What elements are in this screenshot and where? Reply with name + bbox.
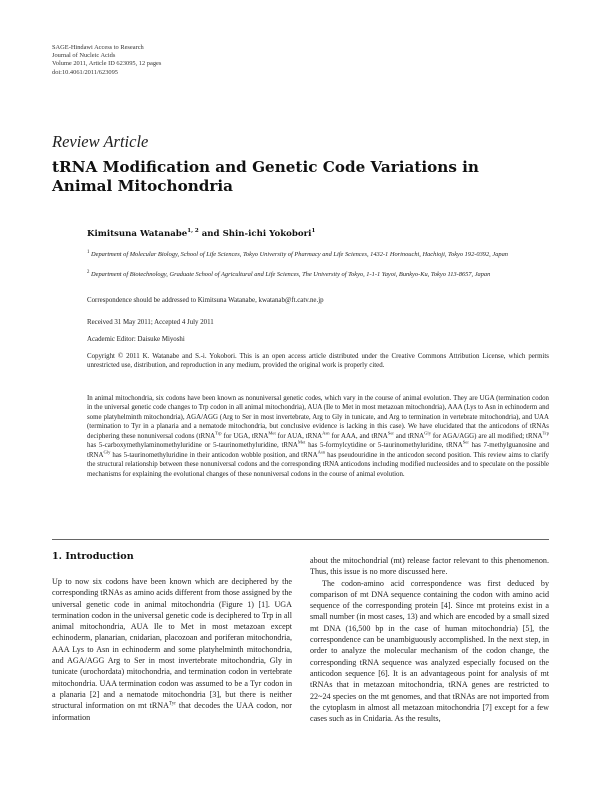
author-joiner: and: [198, 228, 223, 239]
journal-header: [52, 44, 161, 77]
affiliation-text: Department of Biotechnology, Graduate School of Agricultural and Life Sciences, The University of Tokyo, 1-1-1 Yayoi, Bunkyo-Ku, Tokyo 113-8657, Japan: [91, 271, 491, 279]
received-dates: Received 31 May 2011; Accepted 4 July 2011: [87, 319, 214, 326]
affiliation-2: [87, 269, 549, 280]
abstract: [87, 394, 549, 479]
section-heading: 1. Introduction: [52, 551, 134, 562]
body-paragraph: about the mitochondrial (mt) release factor relevant to this phenomenon. Thus, this issue is no more discussed here.: [310, 556, 549, 577]
academic-editor: Academic Editor: Daisuke Miyoshi: [87, 336, 185, 343]
journal-publisher: SAGE-Hindawi Access to Research: [52, 44, 144, 51]
abstract-text: has 5-carboxymethylaminomethyluridine or 5-taurinomethyluridine, tRNA: [87, 442, 298, 450]
page-title: [52, 158, 522, 195]
trna-superscript: Ser: [462, 439, 469, 445]
journal-name: Journal of Nucleic Acids: [52, 52, 116, 60]
abstract-text: has pseudouridine in the anticodon second position. This review aims to clarify the structural relationship between these nonuniversal codons and the corresponding tRNA anticodons including modified nucleosides and to speculate on the possible mechanisms for explaining the evolutional changes of these nonuniversal codons in the course of animal evolution.: [87, 451, 549, 478]
title-line-1: tRNA Modification and Genetic Code Variations in: [52, 158, 479, 176]
author-affil-sup: 1: [311, 228, 316, 234]
body-paragraph: The codon-amino acid correspondence was first deduced by comparison of mt DNA sequence containing the codon with amino acid sequence of the corresponding protein [4]. Since mt proteins exist in a small number (in most cases, 13) and which are encoded by a small sized mt DNA (16,500 bp in the case of human mitochondria) [5], the correspondence can be unambiguously accomplished. In the next step, in order to analyze the molecular mechanism of the codon change, the corresponding tRNA sequence was analyzed especially focused on the anticodon sequence [6]. It is an advantageous point for analysis of mt tRNAs that in metazoan mitochondria, tRNA genes are restricted to 22~24 species on the mt genomes, and that tRNAs are not imported from the cytoplasm in almost all metazoan mitochondria [7] except for a few cases such as in Cnidaria. As the results,: [310, 578, 549, 724]
abstract-text: and tRNA: [393, 432, 425, 440]
abstract-text: has 7-methylguanosine and tRNA: [87, 442, 549, 459]
trna-superscript: Trp: [542, 430, 550, 436]
affiliation-number: 1: [87, 250, 90, 255]
body-text: Up to now six codons have been known which are deciphered by the corresponding tRNAs as amino acids different from those assigned by the universal genetic code in animal mitochondria (Figure 1) [1]. UGA termination codon in the universal genetic code is deciphered to Trp in all animal mitochondria, AUA Ile to Met in most metazoan except echinoderm, planarian, cnidarian, placozoan and poriferan mitochondria, AAA Lys to Asn in echinoderm and some platyhelminth mitochondria, and AGA/AGG Arg to Ser in most invertebrate mitochondria, Gly in tunicate (urochordata) mitochondria, and termination codon in vertebrate mitochondria. UAA termination codon was assumed to be a Tyr codon in a planaria [2] and a nematode mitochondria [3], but there is neither structural information on mt tRNA: [52, 577, 292, 711]
copyright-notice: Copyright © 2011 K. Watanabe and S.-i. Yokobori. This is an open access article distributed under the Creative Commons Attribution License, which permits unrestricted use, distribution, and reproduction in any medium, provided the original work is properly cited.: [87, 353, 549, 370]
section-divider: [52, 539, 549, 540]
affiliation-1: [87, 249, 549, 260]
body-column-right: [310, 555, 549, 724]
abstract-text: for AAA, and tRNA: [329, 432, 388, 440]
author-affil-sup: 1, 2: [187, 228, 199, 234]
trna-superscript: Asn: [317, 449, 326, 455]
author-name: Shin-ichi Yokobori: [222, 228, 312, 239]
trna-superscript: Asn: [322, 430, 330, 436]
trna-superscript: Tyr: [168, 701, 176, 707]
trna-superscript: Met: [268, 430, 276, 436]
title-line-2: Animal Mitochondria: [52, 176, 233, 195]
trna-superscript: Gly: [424, 430, 431, 436]
article-type: Review Article: [52, 132, 149, 151]
abstract-text: for AGA/AGG) are all modified; tRNA: [430, 432, 543, 440]
abstract-text: has 5-formylcytidine or 5-taurinomethyluridine, tRNA: [305, 442, 463, 450]
trna-superscript: Met: [297, 439, 306, 445]
author-name: Kimitsuna Watanabe: [87, 228, 188, 239]
body-column-left: [52, 576, 292, 723]
trna-superscript: Gly: [103, 449, 111, 455]
abstract-text: has 5-taurinomethyluridine in their anticodon wobble position, and tRNA: [110, 451, 318, 459]
abstract-text: for AUA, tRNA: [275, 432, 323, 440]
body-paragraph: [52, 576, 292, 723]
body-text: that decodes the UAA codon, nor information: [52, 701, 292, 722]
trna-superscript: Trp: [215, 430, 222, 436]
abstract-text: for UGA, tRNA: [221, 432, 269, 440]
doi[interactable]: doi:10.4061/2011/623095: [52, 68, 118, 76]
correspondence: Correspondence should be addressed to Kimitsuna Watanabe, kwatanab@ft.catv.ne.jp: [87, 297, 324, 304]
volume-info: Volume 2011, Article ID 623095, 12 pages: [52, 60, 162, 68]
affiliation-text: Department of Molecular Biology, School of Life Sciences, Tokyo University of Pharmacy and Life Sciences, 1432-1 Horinouchi, Hachioji, Tokyo 192-0392, Japan: [91, 251, 508, 259]
trna-superscript: Ser: [387, 430, 394, 436]
affiliation-number: 2: [87, 270, 90, 275]
abstract-text: In animal mitochondria, six codons have been known as nonuniversal genetic codes, which vary in the course of animal evolution. They are UGA (termination codon in the universal genetic code changes to Trp codon in all animal mitochondria), AUA (Ile to Met in most metazoan mitochondria), AAA (Lys to Asn in echinoderm and some platyhelminth mitochondria), AGA/AGG (Arg to Ser in most invertebrate, Arg to Gly in tunicate, and Arg to termination in vertebrate mitochondria), and UAA (termination to Tyr in a planaria and a nematode mitochondria, but conclusive evidence is lacking in this case). We have elucidated that the anticodons of tRNAs deciphering these nonuniversal codons (tRNA: [87, 395, 549, 440]
author-list: [87, 228, 315, 239]
